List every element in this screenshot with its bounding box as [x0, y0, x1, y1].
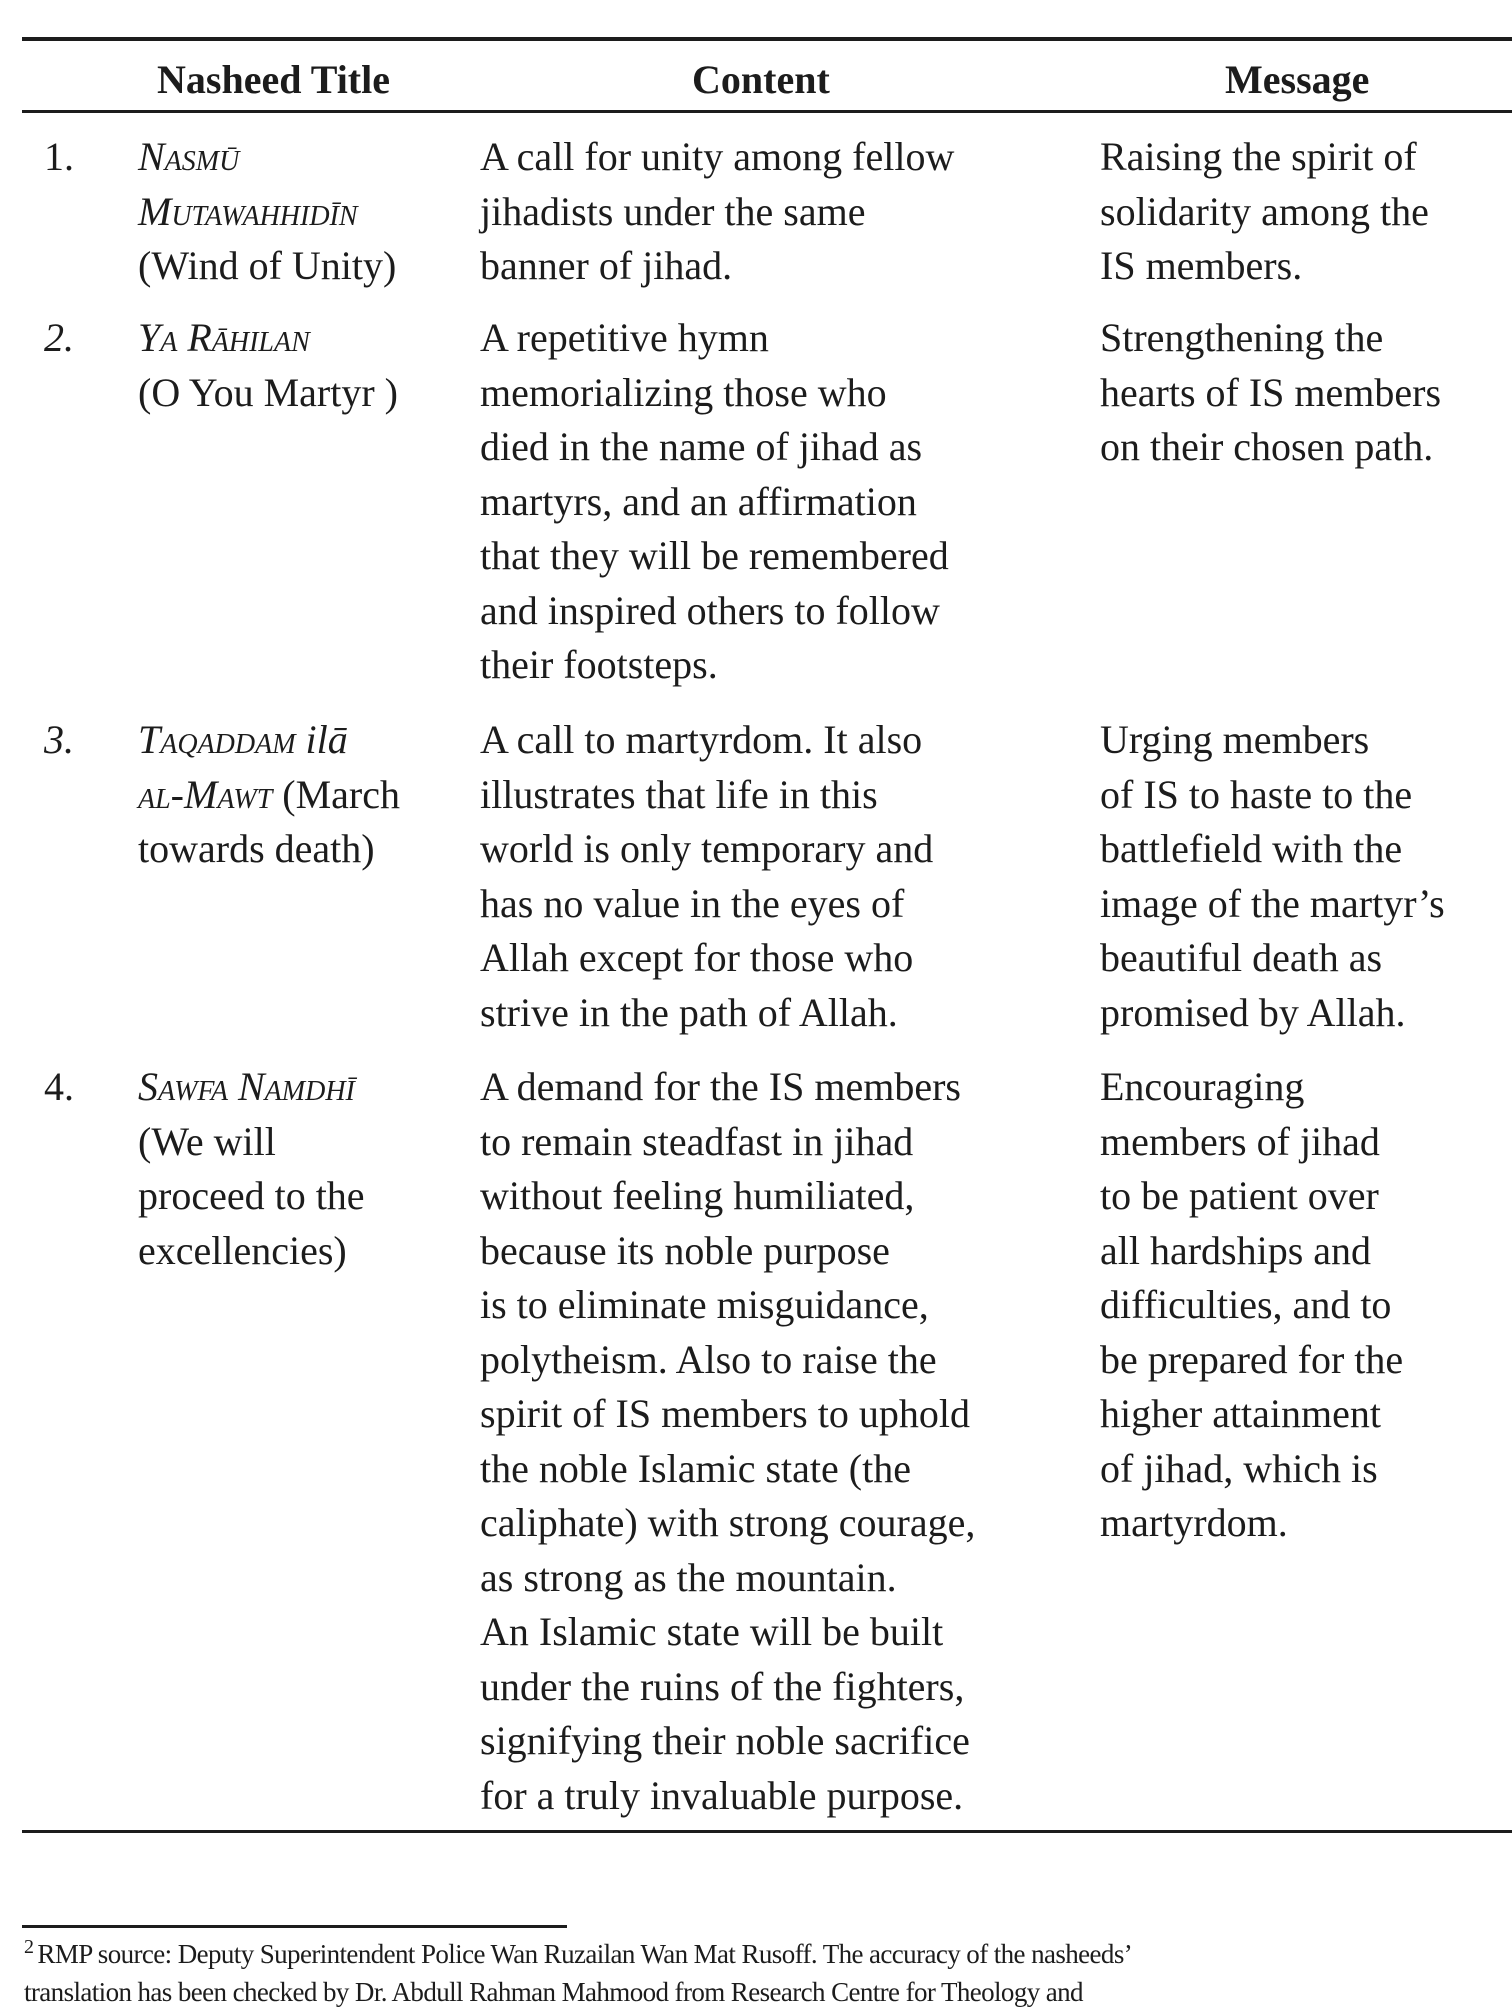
message-line: battlefield with the	[1100, 826, 1403, 871]
nasheed-title	[138, 130, 478, 294]
footnote	[24, 1928, 1512, 2011]
content-line: jihadists under the same	[480, 188, 866, 234]
content-line: to remain steadfast in jihad	[480, 1118, 914, 1164]
content-line: martyrs, and an affirmation	[480, 478, 917, 524]
title-line: towards death)	[138, 826, 375, 871]
message-line: image of the martyr’s	[1100, 880, 1445, 926]
message-line: on their chosen path.	[1100, 424, 1434, 469]
content-line: An Islamic state will be built	[480, 1609, 944, 1654]
footnote-marker: 2	[24, 1936, 34, 1958]
message-line: be prepared for the	[1100, 1336, 1404, 1382]
content-line: signifying their noble sacrifice	[480, 1718, 970, 1763]
content-line: under the ruins of the fighters,	[480, 1663, 965, 1709]
content-line: illustrates that life in this	[480, 771, 878, 817]
content-line: is to eliminate misguidance,	[480, 1282, 929, 1327]
content-line: that they will be remembered	[480, 533, 949, 578]
message-line: solidarity among the	[1100, 188, 1429, 234]
content-line: has no value in the eyes of	[480, 880, 905, 926]
title-line: Mutawahhidīn	[138, 188, 358, 234]
message-line: of jihad, which is	[1100, 1445, 1378, 1491]
content-line: A call for unity among fellow	[480, 134, 955, 179]
message-line: members of jihad	[1100, 1118, 1380, 1164]
content-line: for a truly invaluable purpose.	[480, 1772, 964, 1818]
title-line: (Wind of Unity)	[138, 243, 397, 288]
nasheed-content	[480, 1060, 1080, 1823]
footnote-line: translation has been checked by Dr. Abdull Rahman Mahmood from Research Centre for Theology and	[24, 1977, 1083, 2007]
message-line: martyrdom.	[1100, 1500, 1288, 1545]
message-line: all hardships and	[1100, 1227, 1372, 1273]
content-line: memorializing those who	[480, 369, 887, 415]
table-top-rule	[22, 37, 1512, 41]
content-line: without feeling humiliated,	[480, 1173, 915, 1218]
footnote-line: RMP source: Deputy Superintendent Police Wan Ruzailan Wan Mat Rusoff. The accuracy of the nasheeds’	[37, 1939, 1133, 1969]
table-header-rule	[22, 110, 1512, 113]
message-line: Raising the spirit of	[1100, 134, 1417, 179]
title-part: al-Mawt	[138, 771, 273, 817]
title-line: (We will	[138, 1118, 276, 1164]
header-nasheed-title: Nasheed Title	[157, 57, 390, 102]
nasheed-content	[480, 713, 1080, 1040]
content-line: A repetitive hymn	[480, 315, 769, 360]
message-line: Encouraging	[1100, 1064, 1305, 1109]
row-number: 1.	[44, 134, 74, 179]
nasheed-message	[1100, 1060, 1512, 1551]
nasheed-message	[1100, 311, 1512, 475]
message-line: hearts of IS members	[1100, 369, 1442, 415]
message-line: Strengthening the	[1100, 315, 1384, 360]
content-line: died in the name of jihad as	[480, 424, 923, 469]
title-part: ilā	[305, 717, 348, 762]
title-line: excellencies)	[138, 1227, 347, 1273]
content-line: world is only temporary and	[480, 826, 934, 871]
nasheed-message	[1100, 713, 1512, 1040]
content-line: spirit of IS members to uphold	[480, 1391, 970, 1436]
content-line: as strong as the mountain.	[480, 1554, 897, 1600]
message-line: promised by Allah.	[1100, 989, 1406, 1035]
content-line: their footsteps.	[480, 642, 718, 687]
header-message: Message	[1225, 57, 1370, 102]
content-line: A call to martyrdom. It also	[480, 717, 923, 762]
content-line: because its noble purpose	[480, 1227, 890, 1273]
message-line: beautiful death as	[1100, 935, 1383, 980]
nasheed-content	[480, 311, 1080, 693]
title-line: Ya Rāhilan	[138, 315, 310, 360]
title-line: Nasmū	[138, 134, 240, 179]
title-line: proceed to the	[138, 1173, 365, 1218]
content-line: strive in the path of Allah.	[480, 989, 898, 1035]
message-line: higher attainment	[1100, 1391, 1382, 1436]
nasheed-title	[138, 713, 478, 877]
header-content: Content	[692, 57, 830, 102]
table-caption-fragment	[0, 0, 1512, 2]
title-part: (March	[282, 771, 400, 817]
message-line: to be patient over	[1100, 1173, 1379, 1218]
content-line: polytheism. Also to raise the	[480, 1336, 937, 1382]
message-line: Urging members	[1100, 717, 1370, 762]
content-line: Allah except for those who	[480, 935, 914, 980]
message-line: difficulties, and to	[1100, 1282, 1392, 1327]
title-line: (O You Martyr )	[138, 369, 398, 415]
nasheed-content	[480, 130, 1080, 294]
title-line: Sawfa Namdhī	[138, 1064, 355, 1109]
content-line: banner of jihad.	[480, 243, 733, 288]
message-line: IS members.	[1100, 243, 1303, 288]
row-number: 2.	[44, 315, 74, 360]
table-bottom-rule	[22, 1830, 1512, 1833]
nasheed-title	[138, 1060, 478, 1278]
message-line: of IS to haste to the	[1100, 771, 1413, 817]
content-line: the noble Islamic state (the	[480, 1445, 911, 1491]
row-number: 3.	[44, 717, 74, 762]
nasheed-title	[138, 311, 478, 420]
row-number: 4.	[44, 1064, 74, 1109]
title-part: Taqaddam	[138, 717, 296, 762]
content-line: caliphate) with strong courage,	[480, 1500, 976, 1545]
content-line: and inspired others to follow	[480, 587, 940, 633]
nasheed-message	[1100, 130, 1512, 294]
content-line: A demand for the IS members	[480, 1064, 961, 1109]
